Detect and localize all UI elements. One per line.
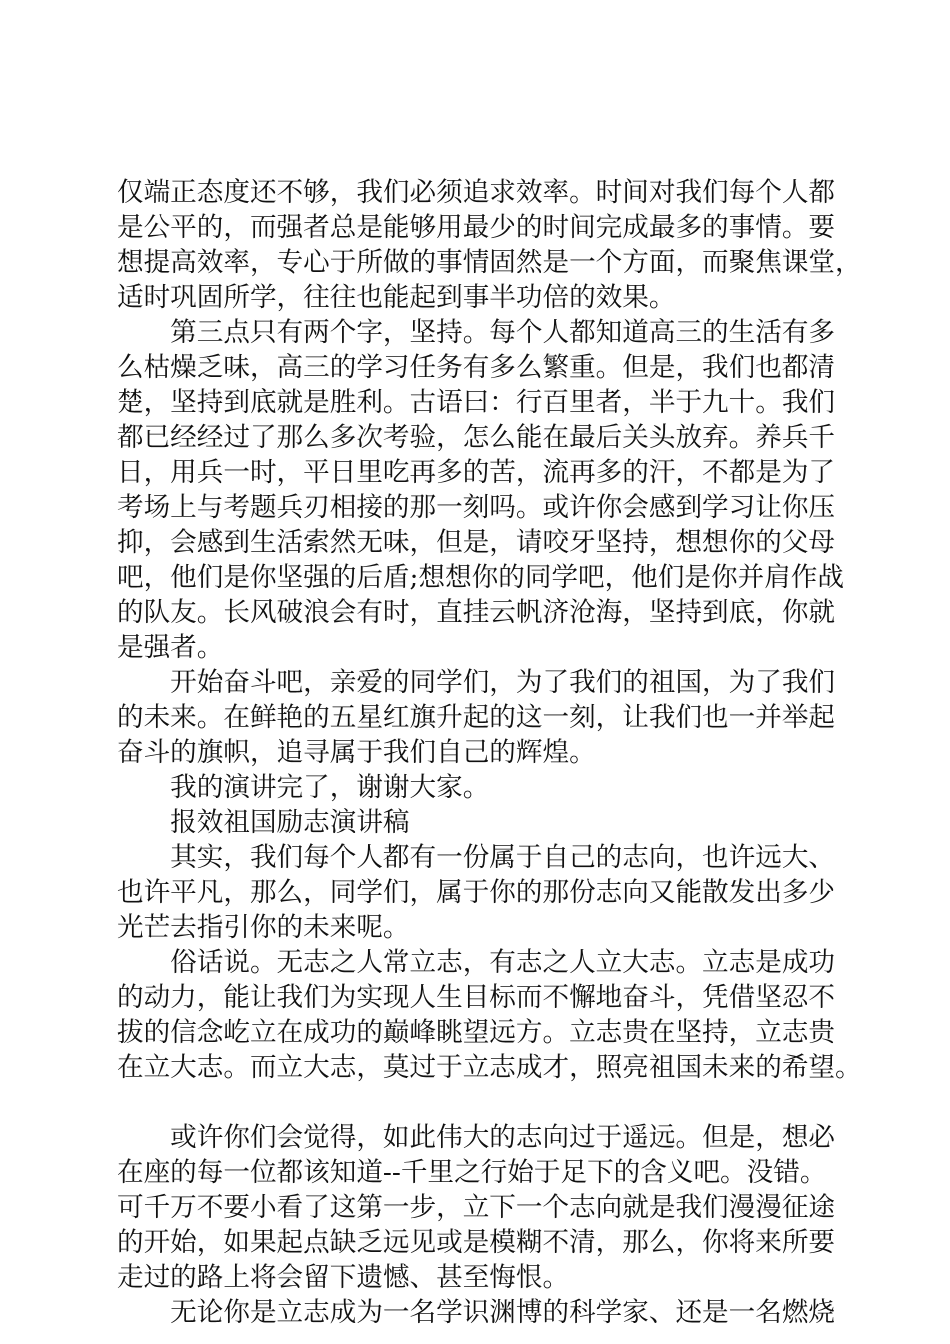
text-line: 想提高效率，专心于所做的事情固然是一个方面，而聚焦课堂，	[117, 247, 862, 278]
text-line: 无论你是立志成为一名学识渊博的科学家、还是一名燃烧	[117, 1297, 836, 1328]
text-line: 么枯燥乏味，高三的学习任务有多么繁重。但是，我们也都清	[117, 352, 836, 383]
text-line: 光芒去指引你的未来呢。	[117, 912, 410, 943]
text-line: 是强者。	[117, 632, 224, 663]
text-line: 都已经经过了那么多次考验，怎么能在最后关头放弃。养兵千	[117, 422, 836, 453]
text-line: 楚，坚持到底就是胜利。古语曰：行百里者，半于九十。我们	[117, 387, 836, 418]
text-line: 俗话说。无志之人常立志，有志之人立大志。立志是成功	[117, 947, 836, 978]
text-line: 我的演讲完了，谢谢大家。	[117, 772, 490, 803]
text-line: 在立大志。而立大志，莫过于立志成才，照亮祖国未来的希望。	[117, 1052, 862, 1083]
text-line: 或许你们会觉得，如此伟大的志向过于遥远。但是，想必	[117, 1122, 836, 1153]
text-line: 开始奋斗吧，亲爱的同学们，为了我们的祖国，为了我们	[117, 667, 836, 698]
text-line: 也许平凡，那么，同学们，属于你的那份志向又能散发出多少	[117, 877, 836, 908]
text-line: 报效祖国励志演讲稿	[117, 807, 410, 838]
text-line: 其实，我们每个人都有一份属于自己的志向，也许远大、	[117, 842, 836, 873]
text-line: 抑，会感到生活索然无味，但是，请咬牙坚持，想想你的父母	[117, 527, 836, 558]
text-line: 考场上与考题兵刃相接的那一刻吗。或许你会感到学习让你压	[117, 492, 836, 523]
text-line: 奋斗的旗帜，追寻属于我们自己的辉煌。	[117, 737, 596, 768]
text-line: 日，用兵一时，平日里吃再多的苦，流再多的汗，不都是为了	[117, 457, 836, 488]
text-line: 是公平的，而强者总是能够用最少的时间完成最多的事情。要	[117, 212, 836, 243]
text-line: 的动力，能让我们为实现人生目标而不懈地奋斗，凭借坚忍不	[117, 982, 836, 1013]
text-line: 在座的每一位都该知道--千里之行始于足下的含义吧。没错。	[117, 1157, 827, 1188]
text-line: 仅端正态度还不够，我们必须追求效率。时间对我们每个人都	[117, 177, 836, 208]
text-line: 可千万不要小看了这第一步，立下一个志向就是我们漫漫征途	[117, 1192, 836, 1223]
text-line: 的未来。在鲜艳的五星红旗升起的这一刻，让我们也一并举起	[117, 702, 836, 733]
text-line: 适时巩固所学，往往也能起到事半功倍的效果。	[117, 282, 676, 313]
text-line: 拔的信念屹立在成功的巅峰眺望远方。立志贵在坚持，立志贵	[117, 1017, 836, 1048]
text-line: 的开始，如果起点缺乏远见或是模糊不清，那么，你将来所要	[117, 1227, 836, 1258]
text-line: 第三点只有两个字，坚持。每个人都知道高三的生活有多	[117, 317, 836, 348]
text-line: 的队友。长风破浪会有时，直挂云帆济沧海，坚持到底，你就	[117, 597, 836, 628]
text-line: 吧，他们是你坚强的后盾;想想你的同学吧，他们是你并肩作战	[117, 562, 844, 593]
text-line: 走过的路上将会留下遗憾、甚至悔恨。	[117, 1262, 570, 1293]
